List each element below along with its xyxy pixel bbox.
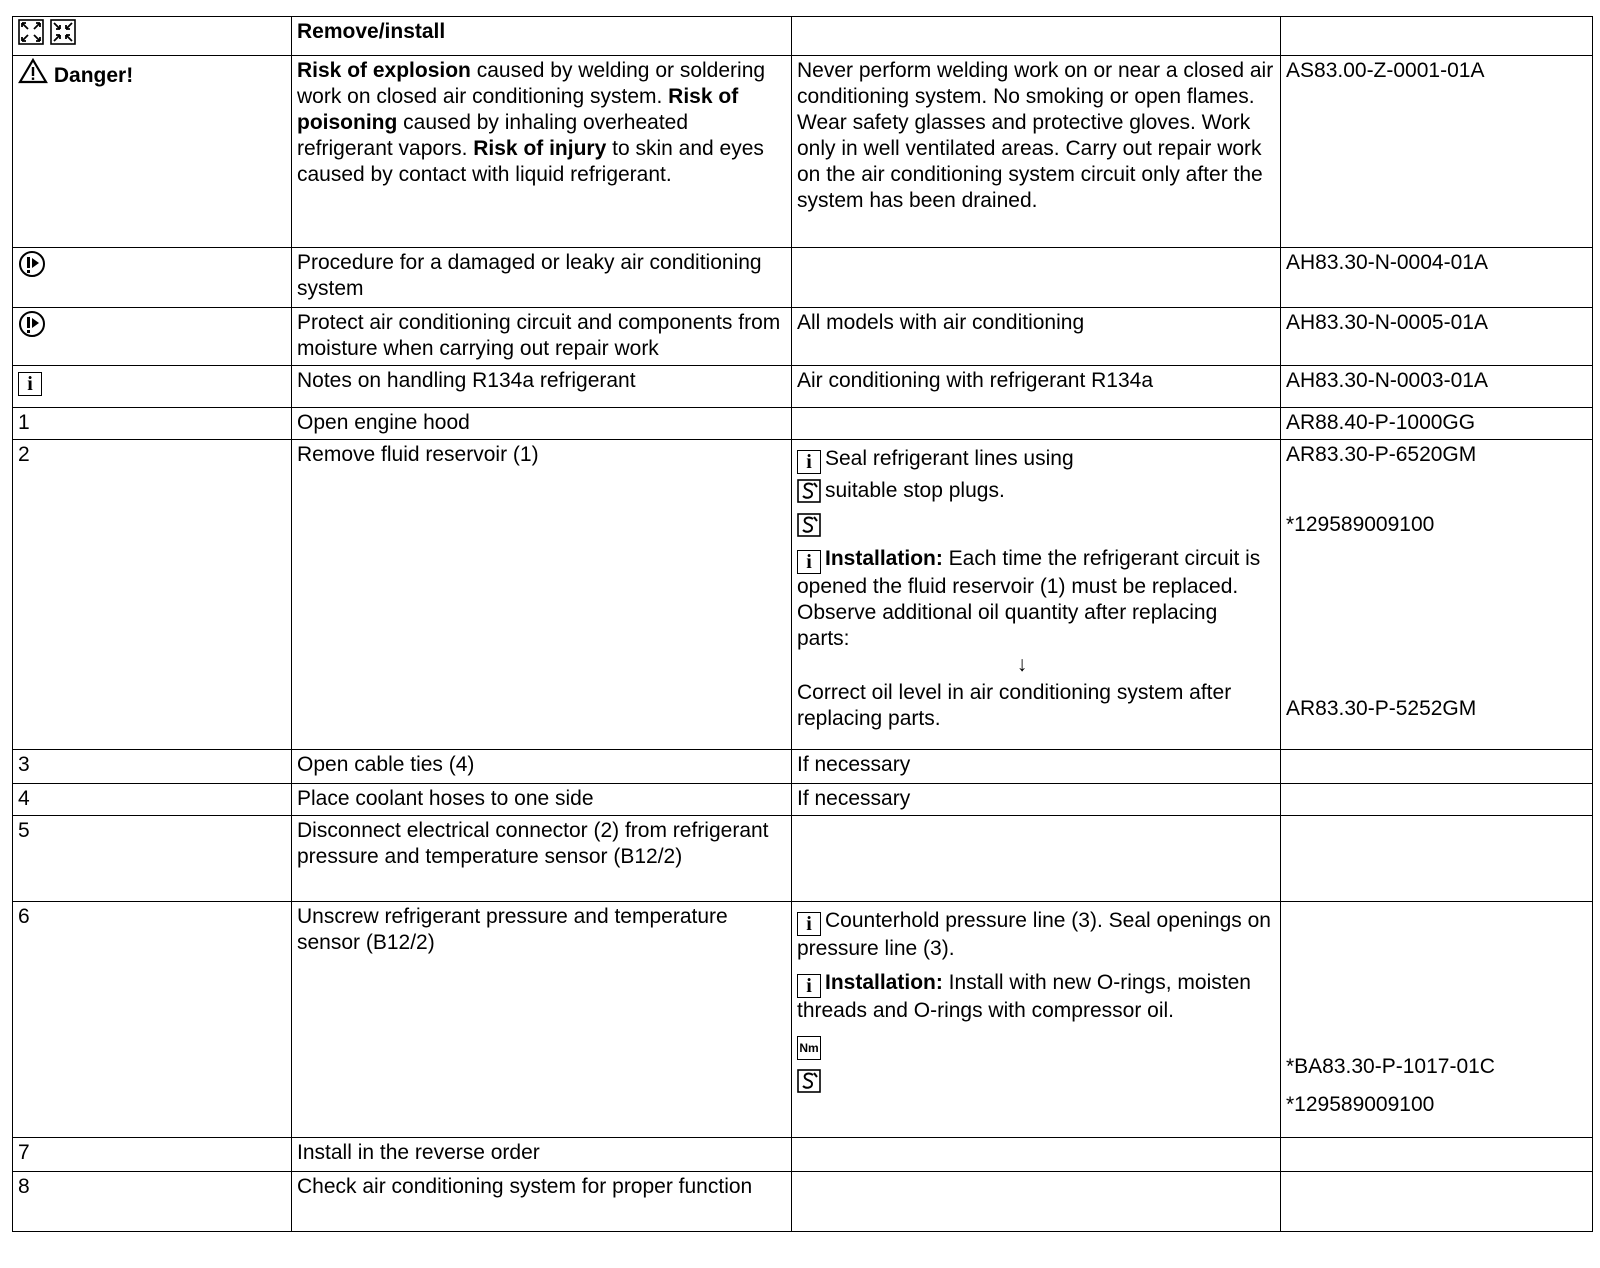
step-text: Open engine hood xyxy=(292,408,792,440)
step-ref: AR83.30-P-6520GM xyxy=(1286,443,1477,466)
procedure-table xyxy=(12,16,1593,1232)
down-arrow-icon: ↓ xyxy=(1016,653,1028,676)
info-icon: i xyxy=(18,372,42,396)
info-icon: i xyxy=(797,550,821,574)
danger-measures: Never perform welding work on or near a closed air conditioning system. No smoking or open flames. Wear safety glasses and protective gloves. Work only in well ventilated areas. Carry out repair work on the air conditioning system circuit only after the system has been drained. xyxy=(792,56,1281,248)
remove-icon xyxy=(18,19,44,45)
step-number: 4 xyxy=(13,784,292,816)
note-condition: Air conditioning with refrigerant R134a xyxy=(792,366,1281,408)
danger-cell xyxy=(13,56,292,248)
special-tool-icon xyxy=(797,513,821,537)
danger-label: Danger! xyxy=(53,64,134,87)
special-tool-icon xyxy=(797,1069,821,1093)
info-icon: i xyxy=(797,450,821,474)
step-text: Unscrew refrigerant pressure and temperature sensor (B12/2) xyxy=(292,902,792,1138)
info-icon: i xyxy=(797,974,821,998)
header-row xyxy=(13,17,1593,56)
step-row xyxy=(13,816,1593,902)
step-text: Remove fluid reservoir (1) xyxy=(292,440,792,750)
step-ref: AR83.30-P-5252GM xyxy=(1286,697,1477,720)
oil-level-text: Correct oil level in air conditioning system after replacing parts. xyxy=(797,681,1232,730)
note-row xyxy=(13,308,1593,366)
step-condition: If necessary xyxy=(792,750,1281,784)
note-ref: AH83.30-N-0003-01A xyxy=(1281,366,1593,408)
tool-ref: *129589009100 xyxy=(1286,1093,1435,1116)
step-details: i Counterhold pressure line (3). Seal openings on pressure line (3). i Installation: Install with new O-rings, moisten threads and O-rings with compressor oil. Nm xyxy=(792,902,1281,1138)
torque-ref: *BA83.30-P-1017-01C xyxy=(1286,1055,1495,1078)
note-ref: AH83.30-N-0005-01A xyxy=(1281,308,1593,366)
step-text: Install in the reverse order xyxy=(292,1138,792,1172)
note-row xyxy=(13,366,1593,408)
step-refs xyxy=(1281,440,1593,750)
step-ref: AR88.40-P-1000GG xyxy=(1281,408,1593,440)
note-text: Procedure for a damaged or leaky air conditioning system xyxy=(292,248,792,308)
step-number: 6 xyxy=(13,902,292,1138)
note-text: Protect air conditioning circuit and components from moisture when carrying out repair work xyxy=(292,308,792,366)
step-row xyxy=(13,408,1593,440)
note-circle-icon xyxy=(18,310,46,338)
step-details: i Seal refrigerant lines using suitable stop plugs. i Installation: Each time the refrigerant circuit is opened the fluid reservoir (1) must be replaced. Observe additional oil quantity after replacing parts: ↓ Correct oil level in air conditioning system after replacing parts. xyxy=(792,440,1281,750)
step-text: Check air conditioning system for proper function xyxy=(292,1172,792,1232)
step-number: 5 xyxy=(13,816,292,902)
header-title: Remove/install xyxy=(292,17,792,56)
step-number: 2 xyxy=(13,440,292,750)
special-tool-icon xyxy=(797,479,821,503)
info-icon: i xyxy=(797,912,821,936)
danger-text: Risk of explosion caused by welding or soldering work on closed air conditioning system. Risk of poisoning caused by inhaling overheated refrigerant vapors. Risk of injury to skin and eyes caused by contact with liquid refrigerant. xyxy=(292,56,792,248)
note-row xyxy=(13,248,1593,308)
step-number: 1 xyxy=(13,408,292,440)
danger-row xyxy=(13,56,1593,248)
step-number: 8 xyxy=(13,1172,292,1232)
step-refs xyxy=(1281,902,1593,1138)
step-row xyxy=(13,440,1593,750)
step-condition: If necessary xyxy=(792,784,1281,816)
step-row xyxy=(13,784,1593,816)
note-condition xyxy=(792,248,1281,308)
note-ref: AH83.30-N-0004-01A xyxy=(1281,248,1593,308)
warning-triangle-icon xyxy=(18,58,48,84)
danger-ref: AS83.00-Z-0001-01A xyxy=(1281,56,1593,248)
tool-ref: *129589009100 xyxy=(1286,513,1435,536)
step-row xyxy=(13,902,1593,1138)
step-row xyxy=(13,1172,1593,1232)
note-text: Notes on handling R134a refrigerant xyxy=(292,366,792,408)
step-text: Place coolant hoses to one side xyxy=(292,784,792,816)
step-text: Open cable ties (4) xyxy=(292,750,792,784)
install-icon xyxy=(50,19,76,45)
note-condition: All models with air conditioning xyxy=(792,308,1281,366)
torque-icon: Nm xyxy=(797,1036,821,1060)
step-row xyxy=(13,1138,1593,1172)
step-number: 3 xyxy=(13,750,292,784)
step-row xyxy=(13,750,1593,784)
mode-icons-cell xyxy=(13,17,292,56)
note-circle-icon xyxy=(18,250,46,278)
step-text: Disconnect electrical connector (2) from refrigerant pressure and temperature sensor (B12/2) xyxy=(292,816,792,902)
step-number: 7 xyxy=(13,1138,292,1172)
